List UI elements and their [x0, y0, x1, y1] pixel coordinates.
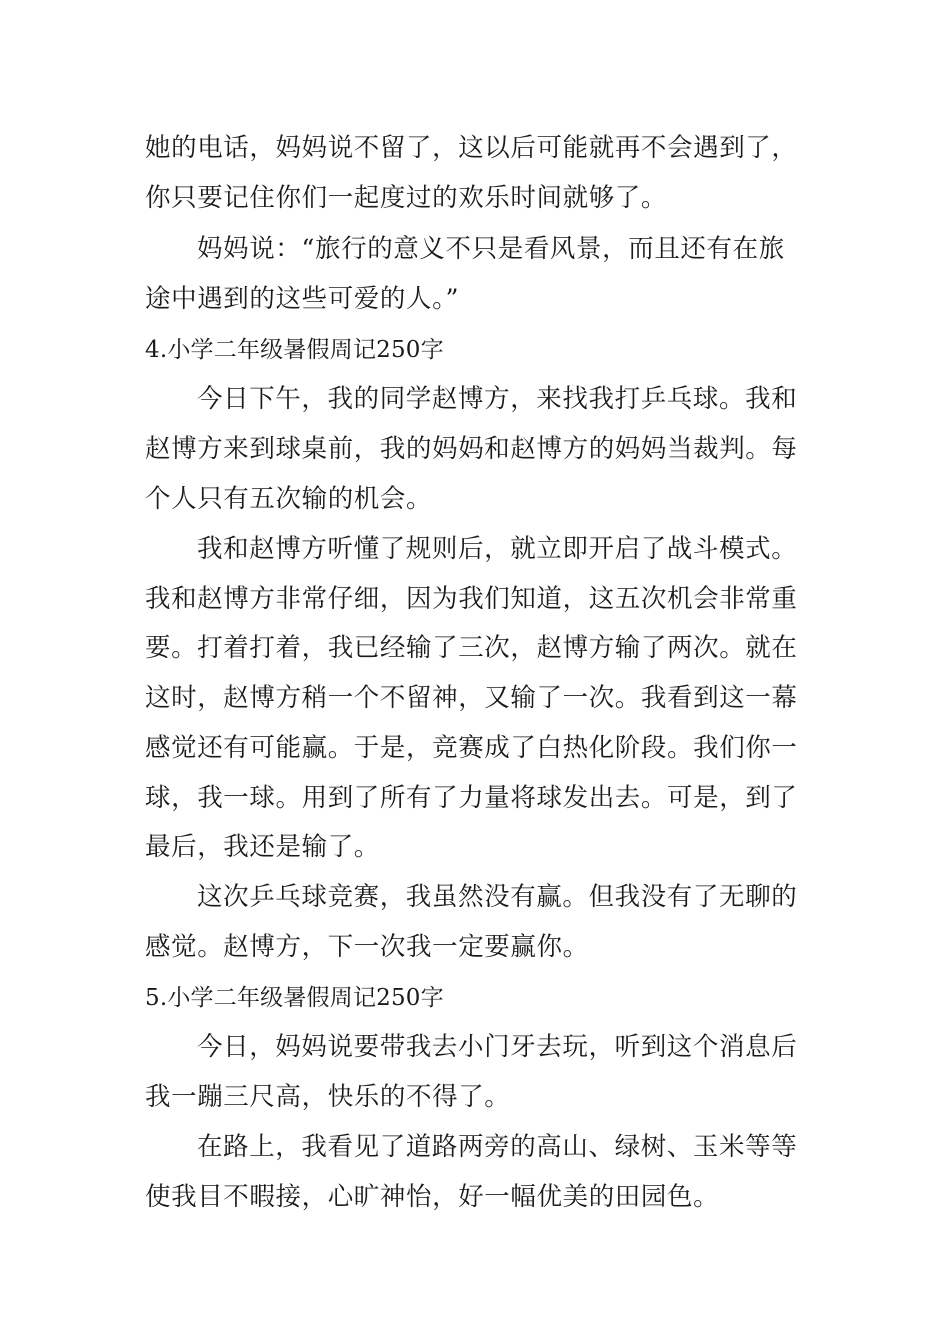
paragraph-line: 感觉还有可能赢。于是，竞赛成了白热化阶段。我们你一	[145, 733, 798, 763]
paragraph-line: 我和赵博方听懂了规则后，就立即开启了战斗模式。	[197, 534, 798, 564]
paragraph-line: 赵博方来到球桌前，我的妈妈和赵博方的妈妈当裁判。每	[145, 434, 798, 464]
paragraph-line: 我一蹦三尺高，快乐的不得了。	[145, 1082, 511, 1112]
paragraph-line: 你只要记住你们一起度过的欢乐时间就够了。	[145, 183, 668, 213]
paragraph-line: 她的电话，妈妈说不留了，这以后可能就再不会遇到了，	[145, 133, 798, 163]
paragraph-line: 球，我一球。用到了所有了力量将球发出去。可是，到了	[145, 783, 798, 813]
paragraph-line: 今日下午，我的同学赵博方，来找我打乒乓球。我和	[197, 384, 798, 414]
paragraph-line: 最后，我还是输了。	[145, 832, 380, 862]
paragraph-line: 使我目不暇接，心旷神怡，好一幅优美的田园色。	[145, 1182, 720, 1212]
paragraph-line: 这时，赵博方稍一个不留神，又输了一次。我看到这一幕	[145, 683, 798, 713]
paragraph-line: 妈妈说：“旅行的意义不只是看风景，而且还有在旅	[197, 234, 785, 264]
paragraph-line: 途中遇到的这些可爱的人。”	[145, 284, 460, 314]
paragraph-line: 今日，妈妈说要带我去小门牙去玩，听到这个消息后	[197, 1032, 798, 1062]
section-heading: 5.小学二年级暑假周记250字	[145, 985, 444, 1011]
paragraph-line: 要。打着打着，我已经输了三次，赵博方输了两次。就在	[145, 633, 798, 663]
paragraph-line: 感觉。赵博方，下一次我一定要赢你。	[145, 932, 589, 962]
paragraph-line: 在路上，我看见了道路两旁的高山、绿树、玉米等等	[197, 1132, 798, 1162]
paragraph-line: 这次乒乓球竞赛，我虽然没有赢。但我没有了无聊的	[197, 882, 798, 912]
paragraph-line: 我和赵博方非常仔细，因为我们知道，这五次机会非常重	[145, 584, 798, 614]
section-heading: 4.小学二年级暑假周记250字	[145, 337, 444, 363]
paragraph-line: 个人只有五次输的机会。	[145, 484, 433, 514]
